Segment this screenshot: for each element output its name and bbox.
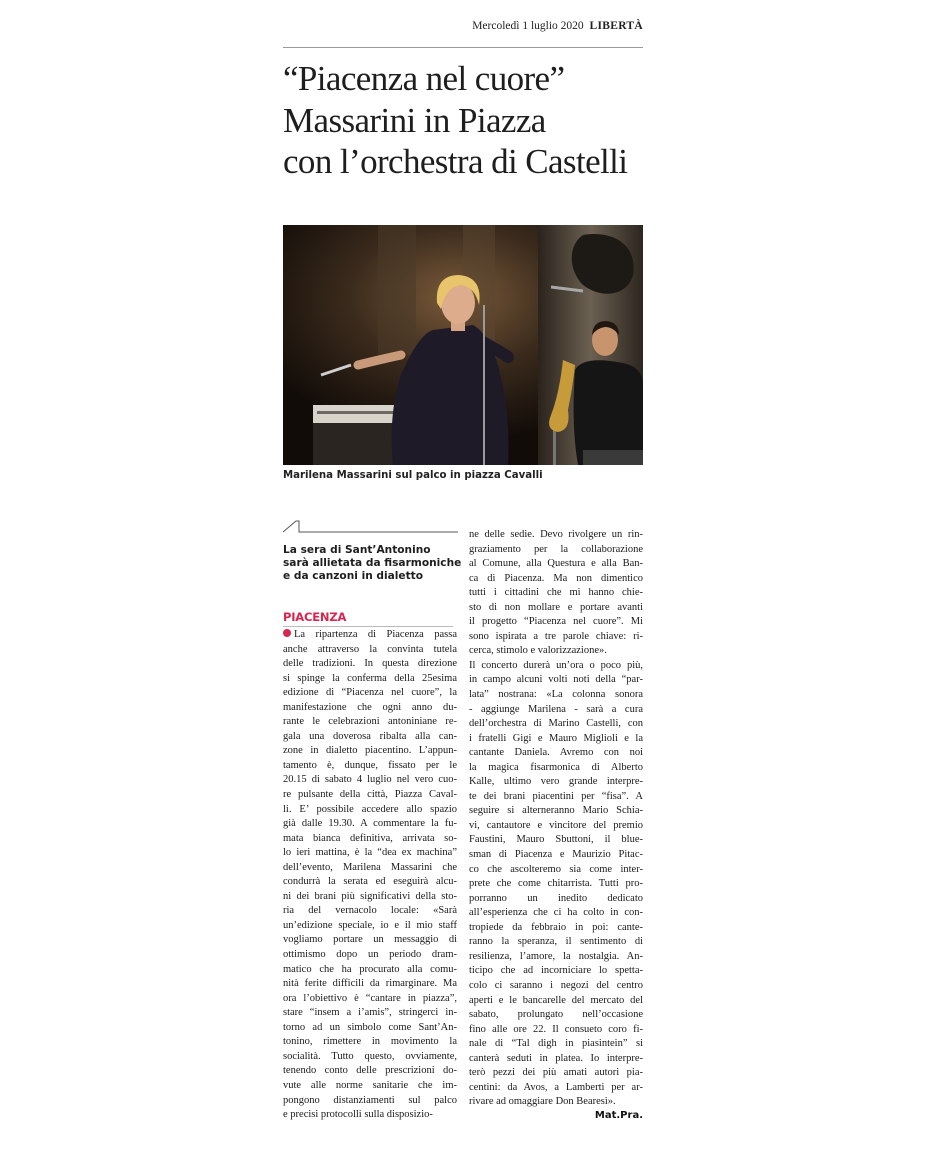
- newspaper-name: LIBERTÀ: [589, 20, 643, 32]
- body-text-line: terò pezzi dei più amati autori pia-: [469, 1067, 643, 1079]
- body-text-line: in campo alcuni volti noti della “par-: [469, 674, 643, 686]
- body-text-line: tonino, rimettere in movimento la: [283, 1036, 457, 1048]
- body-text-line: rivare ad omaggiare Don Bearesi».: [469, 1096, 616, 1108]
- body-text-line: graziamento per la collaborazione: [469, 543, 643, 555]
- body-text-line: centini: da Avos, a Lamberti per ar-: [469, 1081, 643, 1093]
- body-text-line: nale di “Tal digh in piasintein” si: [469, 1038, 643, 1050]
- body-text-line: già dalle 19.30. A commentare la fu-: [283, 818, 457, 830]
- body-text-line: sman di Piacenza e Maurizio Pitac-: [469, 849, 643, 861]
- body-text-line: 20.15 di sabato 4 luglio nel vero cuo-: [283, 774, 457, 786]
- body-text-line: re pulsante della città, Piazza Caval-: [283, 789, 457, 801]
- body-text-line: gala una doverosa ribalta alla can-: [283, 730, 457, 742]
- body-text-line: edizione di “Piacenza nel cuore”, la: [283, 687, 457, 699]
- body-text-line: fino alle ore 22. Il consueto coro fi-: [469, 1023, 643, 1035]
- body-text-line: zone in dialetto piacentino. L’appun-: [283, 745, 457, 757]
- body-text-line: condurrà la serata ed eseguirà alcu-: [283, 876, 457, 888]
- body-text-line: sto di non mollare e portare avanti: [469, 601, 643, 613]
- body-text-line: La ripartenza di Piacenza passa: [283, 628, 457, 643]
- body-text-line: tenendo conto delle prescrizioni do-: [283, 1065, 457, 1077]
- body-text-line: co che ascolteremo sia come inter-: [469, 863, 643, 875]
- author-signature: Mat.Pra.: [594, 1110, 643, 1121]
- body-text-line: si spinge la conferma della 25esima: [283, 672, 457, 684]
- body-text-line: mata bianca definitiva, arrivata so-: [283, 832, 457, 844]
- body-text-line: lata” nostrana: «La colonna sonora: [469, 689, 643, 701]
- body-text-line: porranno un inedito dedicato: [469, 892, 643, 904]
- bullet-dot-icon: [283, 629, 291, 637]
- body-text-line: il progetto “Piacenza nel cuore”. Mi: [469, 616, 643, 628]
- body-text-line: Faustini, Mauro Sbuttoni, il blue-: [469, 834, 643, 846]
- body-text-line: dell’orchestra di Marino Castelli, con: [469, 718, 643, 730]
- body-text-line: ria del vernacolo locale: «Sarà: [283, 905, 457, 917]
- body-text-line: seguire si alterneranno Mario Schia-: [469, 805, 643, 817]
- body-text-line: aperti e le bancarelle del mercato del: [469, 994, 643, 1006]
- body-text-line: matico che ha procurato alla comu-: [283, 963, 457, 975]
- body-text-line: ora l’obiettivo è “cantare in piazza”,: [283, 992, 457, 1004]
- body-text-line: all’esperienza che ci ha colto in con-: [469, 907, 643, 919]
- body-text-line: rante le celebrazioni antoniniane re-: [283, 716, 457, 728]
- body-text-line: vute alle norme sanitarie che im-: [283, 1079, 457, 1091]
- concert-photo: [283, 225, 643, 465]
- body-text-line: cantante Daniela. Avremo con noi: [469, 747, 643, 759]
- summary-line: e da canzoni in dialetto: [283, 570, 424, 582]
- body-text-line: sono ispirata a tre parole chiave: ri-: [469, 630, 643, 642]
- body-text-line: Il concerto durerà un’ora o poco più,: [469, 659, 643, 671]
- body-text-line: i fratelli Gigi e Mauro Miglioli e la: [469, 732, 643, 744]
- body-text-line: sabato, prolungato nell’occasione: [469, 1009, 643, 1021]
- body-text-line: tutti i cittadini che mi hanno chie-: [469, 587, 643, 599]
- body-text-line: Kalle, ultimo vero grande interpre-: [469, 776, 643, 788]
- body-text-line: ottimismo dopo un periodo dram-: [283, 949, 457, 961]
- body-text-line: pongono distanziamenti sul palco: [283, 1094, 457, 1106]
- body-text-line: manifestazione che ogni anno du-: [283, 701, 457, 713]
- body-text-line: vi, cantautore e vincitore del premio: [469, 819, 643, 831]
- article-summary: [283, 544, 462, 583]
- summary-line: sarà allietata da fisarmoniche: [283, 557, 462, 569]
- body-text-line: ne delle sedie. Devo rivolgere un rin-: [469, 529, 643, 540]
- headline-line: Massarini in Piazza: [283, 100, 546, 140]
- body-text-line: la magica fisarmonica di Alberto: [469, 761, 643, 773]
- body-text-line: vogliamo portare un messaggio di: [283, 934, 457, 946]
- kicker-divider: [283, 626, 453, 627]
- header-divider: [283, 47, 643, 48]
- body-text-line: prete che come chitarrista. Tutti pro-: [469, 878, 643, 890]
- body-text-line: - aggiunge Marilena - sarà a cura: [469, 703, 643, 715]
- body-text-line: colo ci saranno i negozi del centro: [469, 979, 643, 991]
- body-text-line: socialità. Tutto questo, ovviamente,: [283, 1050, 457, 1062]
- body-text-line: tamento è, dunque, fissato per le: [283, 759, 457, 771]
- body-text-line: te dei brani piacentini per “fisa”. A: [469, 790, 643, 802]
- body-text-line: cerca, stimolo e valorizzazione».: [469, 645, 607, 657]
- headline-line: “Piacenza nel cuore”: [283, 59, 565, 98]
- body-text-line: ca di Piacenza. Ma non dimentico: [469, 572, 643, 584]
- issue-date: Mercoledì 1 luglio 2020: [472, 20, 584, 32]
- body-text-line: canterà seduti in platea. Io interpre-: [469, 1052, 643, 1064]
- location-kicker: PIACENZA: [283, 610, 347, 624]
- summary-line: La sera di Sant’Antonino: [283, 544, 431, 556]
- body-text-line: ticipo che ad incorniciare lo spetta-: [469, 965, 643, 977]
- body-text-line: torno ad un simbolo come Sant’An-: [283, 1021, 457, 1033]
- body-text-line: un’edizione speciale, io e il mio staff: [283, 919, 457, 931]
- body-text-line: lo ieri mattina, è la “dea ex machina”: [283, 847, 457, 859]
- dateline: [283, 20, 643, 32]
- body-text-line: resilienza, l’amore, la nostalgia. An-: [469, 950, 643, 962]
- body-text-line: ni dei brani più significativi della sto-: [283, 890, 457, 902]
- body-text-line: e precisi protocolli sulla disposizio-: [283, 1109, 433, 1121]
- body-text-line: anche attraverso la convinta tutela: [283, 643, 457, 655]
- summary-corner-icon: [283, 519, 458, 533]
- body-text-line: li. E’ possibile accedere allo spazio: [283, 803, 457, 815]
- body-text-line: nità ferite difficili da rimarginare. Ma: [283, 978, 457, 990]
- body-text-line: dell’evento, Marilena Massarini che: [283, 861, 457, 873]
- body-text-line: delle tradizioni. In questa direzione: [283, 658, 457, 670]
- body-column-1: [283, 628, 457, 1123]
- body-column-2: [469, 528, 643, 1110]
- body-text-line: al Comune, alla Questura e alla Ban-: [469, 558, 643, 570]
- concert-photo-illustration: [283, 225, 643, 465]
- photo-caption: Marilena Massarini sul palco in piazza Cavalli: [283, 470, 543, 481]
- body-text-line: stare “insem a i’amis”, stringerci in-: [283, 1007, 457, 1019]
- headline-line: con l’orchestra di Castelli: [283, 142, 628, 181]
- article-headline: [283, 58, 655, 183]
- body-text-line: tropiede da febbraio in poi: cante-: [469, 921, 643, 933]
- body-text-line: ranno la speranza, il sentimento di: [469, 936, 643, 948]
